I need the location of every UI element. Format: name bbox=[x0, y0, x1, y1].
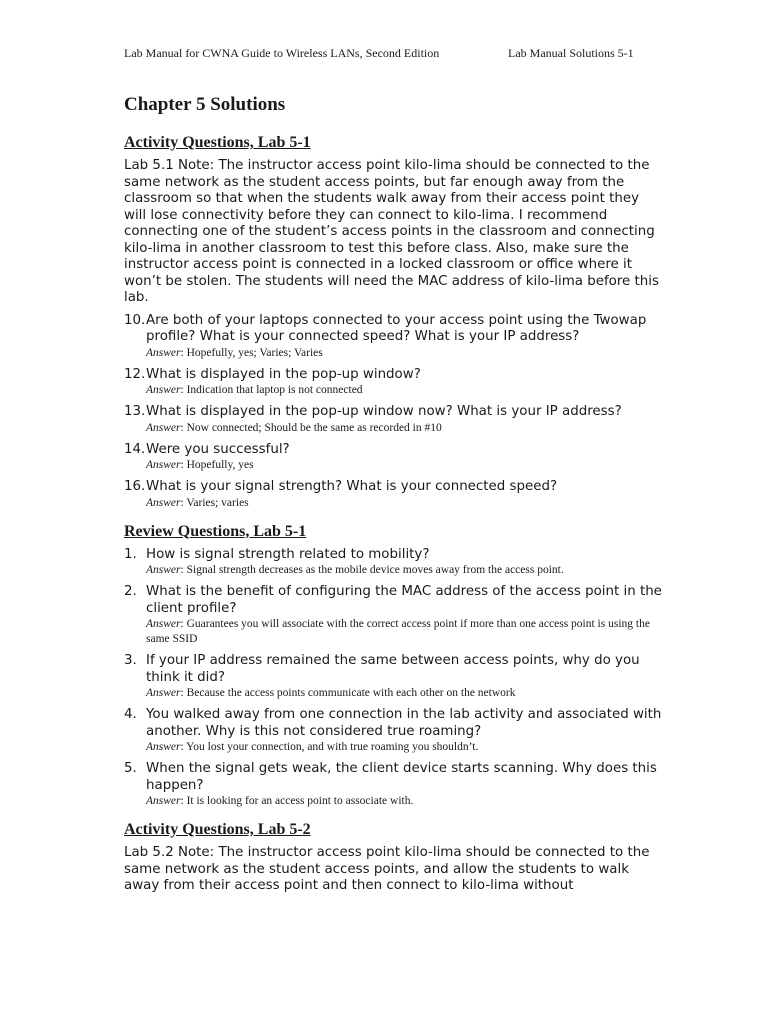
question-number: 3. bbox=[124, 653, 137, 668]
question-number: 13. bbox=[124, 404, 146, 419]
question-number: 1. bbox=[124, 546, 137, 562]
answer-label: Answer bbox=[146, 795, 181, 807]
answer-line: Answer: Now connected; Should be the same as recorded in #10 bbox=[146, 421, 442, 434]
question-item bbox=[124, 584, 664, 647]
answer-line: Answer: Varies; varies bbox=[146, 496, 249, 509]
answer-text: Now connected; Should be the same as recorded in #10 bbox=[186, 421, 442, 434]
question-number: 14. bbox=[124, 441, 146, 457]
page-header bbox=[124, 46, 644, 64]
question-text: What is displayed in the pop-up window now? What is your IP address? bbox=[146, 404, 622, 419]
answer-line: Answer: Guarantees you will associate with the correct access point if more than one access point is using the same SSID bbox=[146, 618, 650, 645]
lab-5-2-note: Lab 5.2 Note: The instructor access point kilo-lima should be connected to the same network as the student access points, and allow the students to walk away from their access point and then connect to kilo-lima without bbox=[124, 845, 650, 893]
question-number: 2. bbox=[124, 584, 137, 599]
question-number: 4. bbox=[124, 707, 137, 722]
question-text: Are both of your laptops connected to your access point using the Twowap profile? What is your connected speed? What is your IP address? bbox=[146, 312, 647, 344]
answer-label: Answer bbox=[146, 496, 181, 509]
answer-label: Answer bbox=[146, 459, 181, 471]
question-number: 5. bbox=[124, 761, 137, 776]
activity-questions-list bbox=[124, 313, 664, 511]
question-text: What is your signal strength? What is your connected speed? bbox=[146, 479, 558, 494]
answer-label: Answer bbox=[146, 687, 181, 699]
question-item bbox=[124, 313, 664, 361]
question-text: When the signal gets weak, the client device starts scanning. Why does this happen? bbox=[146, 761, 657, 793]
question-text: What is displayed in the pop-up window? bbox=[146, 366, 421, 382]
header-book-title: Lab Manual for CWNA Guide to Wireless LANs, Second Edition bbox=[124, 46, 440, 60]
question-text: How is signal strength related to mobility? bbox=[146, 546, 430, 562]
answer-label: Answer bbox=[146, 384, 181, 396]
answer-line: Answer: Because the access points communicate with each other on the network bbox=[146, 687, 516, 699]
section-title-activity-lab-5-1: Activity Questions, Lab 5-1 bbox=[124, 134, 311, 151]
answer-text: Varies; varies bbox=[186, 496, 249, 509]
section-title-activity-lab-5-2: Activity Questions, Lab 5-2 bbox=[124, 821, 311, 838]
question-text: If your IP address remained the same between access points, why do you think it did? bbox=[146, 653, 640, 685]
review-questions-list bbox=[124, 547, 664, 810]
answer-line: Answer: Indication that laptop is not connected bbox=[146, 384, 363, 396]
question-item bbox=[124, 653, 664, 701]
question-item bbox=[124, 547, 664, 579]
question-text: You walked away from one connection in the lab activity and associated with another. Why is this not considered true roaming? bbox=[146, 707, 662, 739]
question-item bbox=[124, 761, 664, 809]
lab-5-1-note: Lab 5.1 Note: The instructor access point kilo-lima should be connected to the same network as the student access points, but far enough away from the classroom so that when the students walk away from their access point they will lose connectivity before they can connect to kilo-lima. I recommend connecting one of the student’s access points in the classroom and connecting kilo-lima in another classroom to test this before class. Also, make sure the instructor access point is connected in a locked classroom or office where it won’t be stolen. The students will need the MAC address of kilo-lima before this lab. bbox=[124, 158, 659, 305]
answer-line: Answer: Signal strength decreases as the mobile device moves away from the access point. bbox=[146, 564, 564, 576]
question-item bbox=[124, 479, 664, 511]
answer-line: Answer: Hopefully, yes bbox=[146, 459, 254, 471]
question-item bbox=[124, 707, 664, 755]
document-body bbox=[124, 94, 664, 901]
answer-text: Guarantees you will associate with the correct access point if more than one access point is using the same SSID bbox=[146, 618, 650, 645]
answer-line: Answer: You lost your connection, and with true roaming you shouldn’t. bbox=[146, 741, 479, 753]
question-item bbox=[124, 442, 664, 474]
question-number: 10. bbox=[124, 312, 146, 328]
answer-text: Signal strength decreases as the mobile device moves away from the access point. bbox=[186, 564, 564, 576]
question-text: Were you successful? bbox=[146, 441, 290, 457]
answer-text: It is looking for an access point to associate with. bbox=[186, 795, 414, 807]
answer-label: Answer bbox=[146, 618, 181, 630]
answer-text: Indication that laptop is not connected bbox=[186, 384, 363, 396]
answer-text: Hopefully, yes; Varies; Varies bbox=[186, 346, 323, 359]
answer-line: Answer: It is looking for an access point to associate with. bbox=[146, 795, 414, 807]
answer-line: Answer: Hopefully, yes; Varies; Varies bbox=[146, 346, 323, 359]
answer-label: Answer bbox=[146, 346, 181, 359]
question-text: What is the benefit of configuring the MAC address of the access point in the client profile? bbox=[146, 584, 662, 616]
answer-text: Hopefully, yes bbox=[186, 459, 254, 471]
answer-text: You lost your connection, and with true roaming you shouldn’t. bbox=[186, 741, 479, 753]
question-item bbox=[124, 367, 664, 399]
question-number: 12. bbox=[124, 366, 146, 382]
answer-text: Because the access points communicate with each other on the network bbox=[186, 687, 516, 699]
section-title-review-lab-5-1: Review Questions, Lab 5-1 bbox=[124, 522, 307, 540]
answer-label: Answer bbox=[146, 564, 181, 576]
question-number: 16. bbox=[124, 479, 146, 494]
answer-label: Answer bbox=[146, 421, 181, 434]
answer-label: Answer bbox=[146, 741, 181, 753]
question-item bbox=[124, 404, 664, 436]
chapter-title: Chapter 5 Solutions bbox=[124, 94, 286, 115]
header-page-label: Lab Manual Solutions 5-1 bbox=[508, 46, 634, 60]
